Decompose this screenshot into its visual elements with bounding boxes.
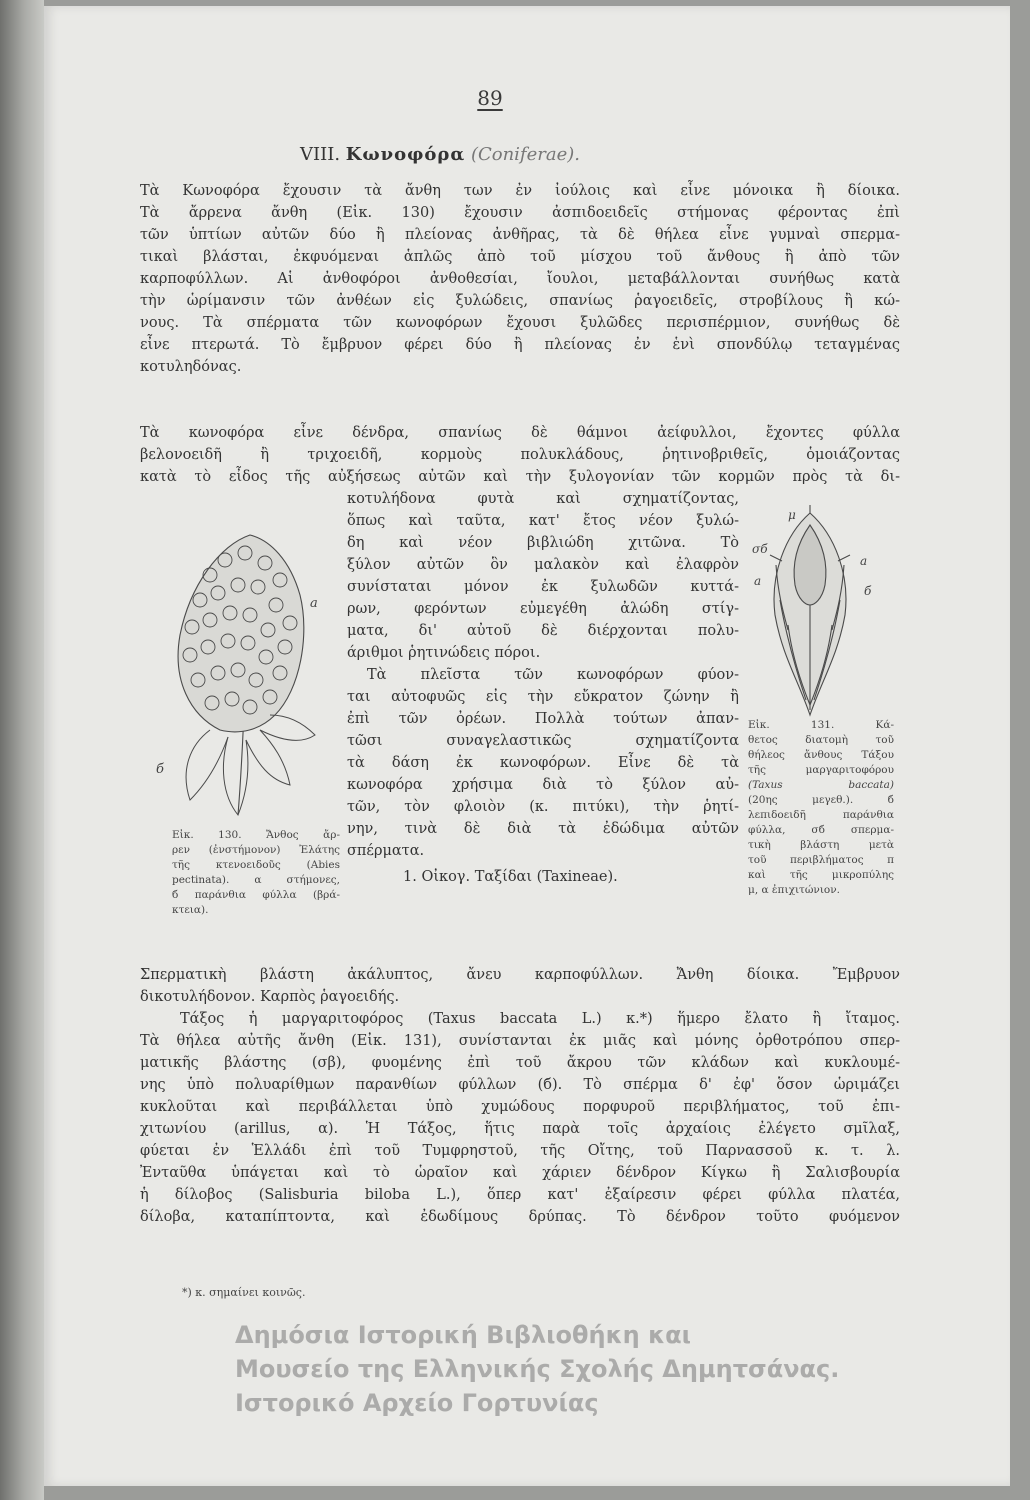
text-line: τὴν ὡρίμανσιν τῶν ἀνθέων εἰς ξυλώδεις, σπανίως ῥαγοειδεῖς, στροβίλους ἢ κώ- (140, 293, 900, 309)
text-line: συνίσταται μόνον ἐκ ξυλωδῶν κυττά- (347, 579, 739, 595)
text-line: Τὰ ἄρρενα ἄνθη (Εἰκ. 130) ἔχουσιν ἀσπιδοειδεῖς στήμονας φέροντας ἐπὶ (140, 205, 900, 221)
caption-line: τικὴ βλάστη μετὰ (748, 839, 894, 851)
text-line: κυκλοῦται καὶ περιβάλλεται ὑπὸ χυμώδους πορφυροῦ περιβλήματος, τοῦ ἐπι- (140, 1099, 900, 1115)
page-number: 89 (477, 86, 503, 110)
caption-line: μ, α ἐπιχιτώνιον. (748, 884, 840, 896)
text-line: δίλοβα, καταπίπτοντα, καὶ ἐδωδίμους δρύπας. Τὸ δένδρον τοῦτο φυόμενον (140, 1209, 900, 1225)
caption-line: Εἰκ. 130. Ἄνθος ἄρ- (172, 829, 340, 841)
text-line: ται αὐτοφυῶς εἰς τὴν εὔκρατον ζώνην ἢ (347, 689, 739, 705)
caption-line: λεπιδοειδῆ παράνθια (748, 809, 894, 821)
text-line: τῶσι συναγελαστικῶς σχηματίζοντα (347, 733, 739, 749)
figure-131-caption (748, 718, 894, 898)
paragraph-taxineae (140, 964, 900, 1228)
text-line: κοτυλήδονα φυτὰ καὶ σχηματίζοντας, (347, 491, 739, 507)
figure-131-label-sb: σб (752, 542, 768, 556)
text-line: ματα, δι' αὐτοῦ δὲ διέρχονται πολυ- (347, 623, 739, 639)
book-gutter (0, 0, 44, 1500)
text-line: Τάξος ἡ μαργαριτοφόρος (Taxus baccata L.) κ.*) ἥμερο ἔλατο ἢ ἴταμος. (180, 1011, 900, 1027)
figure-131-label-b: б (864, 584, 872, 598)
caption-line: καὶ τῆς μικροπύλης (748, 869, 894, 881)
text-line: Τὰ κωνοφόρα εἶνε δένδρα, σπανίως δὲ θάμνοι ἀείφυλλοι, ἔχοντες φύλλα (140, 425, 900, 441)
caption-line: τοῦ περιβλήματος π (748, 854, 894, 866)
caption-line: τῆς κτενοειδοῦς (Abies (172, 859, 340, 871)
figure-130-caption (172, 828, 340, 918)
family-heading: 1. Οἰκογ. Ταξίδαι (Taxineae). (403, 869, 618, 885)
watermark-line: Δημόσια Ιστορική Βιβλιοθήκη και (235, 1321, 691, 1349)
caption-line: б παράνθια φύλλα (βρά- (172, 889, 340, 901)
figure-130-label-b: б (156, 762, 164, 777)
text-line: άριθμοι ῥητινώδεις πόροι. (347, 645, 541, 661)
text-line: βελονοειδῆ ἢ τριχοειδῆ, κορμοὺς πολυκλάδους, ῥητινοβριθεῖς, ὁμοιάζοντας (140, 447, 900, 463)
caption-line: pectinata). α στήμονες, (172, 874, 340, 886)
text-line: Τὰ Κωνοφόρα ἔχουσιν τὰ ἄνθη των ἐν ἰούλοις καὶ εἶνε μόνοικα ἢ δίοικα. (140, 183, 900, 199)
caption-line: φύλλα, σб σπερμα- (748, 824, 894, 836)
text-line: εἶνε πτερωτά. Τὸ ἔμβρυον φέρει δύο ἢ πλείονας ἐν ἑνὶ σπονδύλῳ τεταγμένας (140, 337, 900, 353)
text-line: ξύλον αὐτῶν ὃν μαλακὸν καὶ ἐλαφρὸν (347, 557, 739, 573)
text-line: νης ὑπὸ πολυαρίθμων παρανθίων φύλλων (б). Τὸ σπέρμα δ' ἐφ' ὅσον ὡριμάζει (140, 1077, 900, 1093)
caption-line: θετος διατομὴ τοῦ (748, 734, 894, 746)
footnote: *) κ. σημαίνει κοινῶς. (182, 1286, 306, 1299)
figure-130-illustration (150, 515, 350, 825)
text-line: χιτωνίου (arillus, α). Ἡ Τάξος, ἥτις παρὰ τοῖς ἀρχαίοις ἐλέγετο σμῖλαξ, (140, 1121, 900, 1137)
chapter-heading (300, 144, 800, 165)
text-line: δικοτυλήδονον. Καρπὸς ῥαγοειδής. (140, 989, 400, 1005)
text-line: κωνοφόρα χρήσιμα διὰ τὸ ξύλον αὐ- (347, 777, 739, 793)
caption-line: (20ης μεγεθ.). б (748, 794, 894, 806)
text-line: κατὰ τὸ εἶδος τῆς αὐξήσεως αὐτῶν καὶ τὴν ξυλογονίαν τῶν κορμῶν πρὸς τὰ δι- (140, 469, 900, 485)
text-line: Ἐνταῦθα ὑπάγεται καὶ τὸ ὡραῖον καὶ χάριεν δένδρον Κίγκω ἢ Σαλισβουρία (140, 1165, 900, 1181)
text-line: κοτυληδόνας. (140, 359, 242, 375)
text-line: τῶν ὑπτίων αὐτῶν δύο ἢ πλείονας ἀνθῆρας, τὰ δὲ θήλεα εἶνε γυμναὶ σπερμα- (140, 227, 900, 243)
paragraph-intro (140, 180, 900, 378)
text-line: καρποφύλλων. Αἱ ἀνθοφόροι ἀνθοθεσίαι, ἴουλοι, μεταβάλλονται συνήθως κατὰ (140, 271, 900, 287)
text-line: Τὰ πλεῖστα τῶν κωνοφόρων φύον- (367, 667, 739, 683)
figure-131-label-a-left: a (754, 574, 762, 588)
figure-131-illustration (740, 505, 880, 725)
text-line: Σπερματικὴ βλάστη ἀκάλυπτος, ἄνευ καρποφύλλων. Ἄνθη δίοικα. Ἔμβρυον (140, 967, 900, 983)
figure-131-label-mu: μ (788, 508, 796, 522)
text-line: τῶν, τὸν φλοιὸν (κ. πιτύκι), τὴν ῥητί- (347, 799, 739, 815)
text-line: ματικῆς βλάστης (σβ), φυομένης ἐπὶ τοῦ ἄκρου τῶν κλάδων καὶ κυκλουμέ- (140, 1055, 900, 1071)
watermark-line: Ιστορικό Αρχείο Γορτυνίας (235, 1389, 599, 1417)
text-line: τὰ δάση ἐκ κωνοφόρων. Εἶνε δὲ τὰ (347, 755, 739, 771)
text-line: ὅπως καὶ ταῦτα, κατ' ἔτος νέον ξυλώ- (347, 513, 739, 529)
paragraph-trees (140, 422, 900, 488)
caption-line: ρεν (ἐνστήμονον) Ἐλάτης (172, 844, 340, 856)
text-line: ρων, φερόντων εὐμεγέθη ἀλώδη στίγ- (347, 601, 739, 617)
text-line: σπέρματα. (347, 843, 425, 859)
library-watermark (235, 1318, 1005, 1420)
text-line: δη καὶ νέον βιβλιώδη χιτῶνα. Τὸ (347, 535, 739, 551)
caption-line: τῆς μαργαριτοφόρου (748, 764, 894, 776)
figure-130-label-a: a (310, 596, 318, 611)
caption-line: (Taxus baccata) (748, 779, 894, 791)
chapter-numeral: VIII. (300, 144, 341, 165)
text-line: τικαὶ βλάσται, ἐκφυόμεναι ἁπλῶς ἀπὸ τοῦ μίσχου τοῦ ἄνθους ἢ ἀπὸ τῶν (140, 249, 900, 265)
figure-131-label-a-right: a (860, 554, 868, 568)
text-line: ἐπὶ τῶν ὀρέων. Πολλὰ τούτων ἀπαν- (347, 711, 739, 727)
caption-line: θήλεος ἄνθους Τάξου (748, 749, 894, 761)
caption-line: Εἰκ. 131. Κά- (748, 719, 894, 731)
text-line: νους. Τὰ σπέρματα τῶν κωνοφόρων ἔχουσι ξυλῶδες περισπέρμιον, συνήθως δὲ (140, 315, 900, 331)
text-line: ἡ δίλοβος (Salisburia biloba L.), ὅπερ κατ' ἐξαίρεσιν φέρει φύλλα πλατέα, (140, 1187, 900, 1203)
watermark-line: Μουσείο της Ελληνικής Σχολής Δημητσάνας. (235, 1355, 840, 1383)
chapter-latin-title: (Coniferae). (470, 144, 580, 165)
caption-line: κτεια). (172, 904, 209, 916)
chapter-title: Κωνοφόρα (345, 144, 466, 165)
text-line: φύεται ἐν Ἑλλάδι ἐπὶ τοῦ Τυμφρηστοῦ, τῆς Οἴτης, τοῦ Παρνασσοῦ κ. τ. λ. (140, 1143, 900, 1159)
paragraph-middle-column (347, 488, 739, 888)
text-line: νην, τινὰ δὲ διὰ τὰ ἐδώδιμα αὐτῶν (347, 821, 739, 837)
text-line: Τὰ θήλεα αὐτῆς ἄνθη (Εἰκ. 131), συνίστανται ἐκ μιᾶς καὶ μόνης ὀρθοτρόπου σπερ- (140, 1033, 900, 1049)
